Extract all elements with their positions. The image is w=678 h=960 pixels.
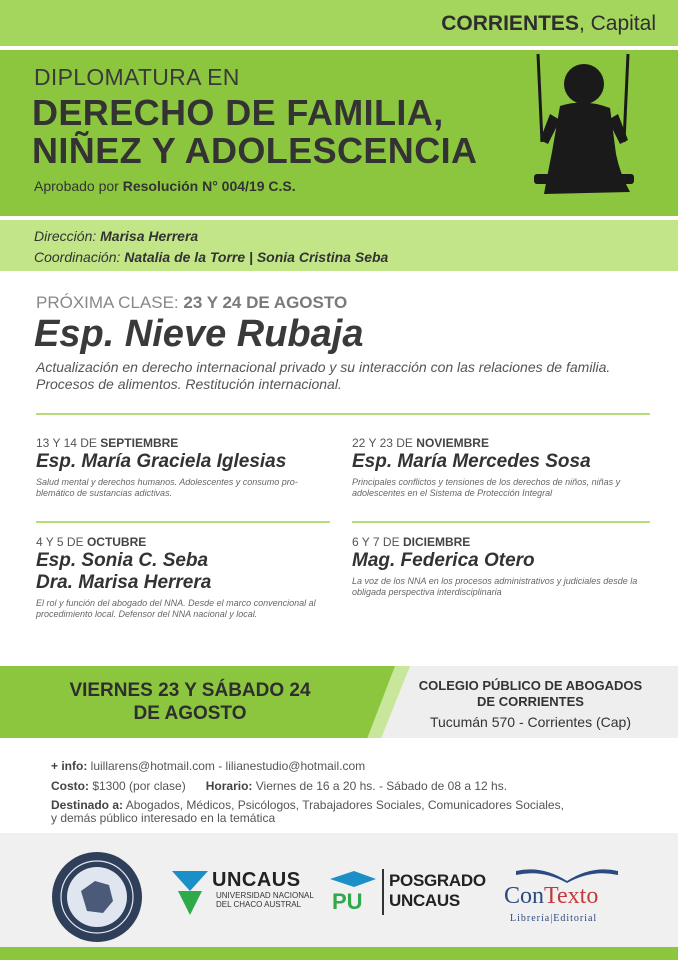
next-class-speaker: Esp. Nieve Rubaja — [34, 313, 364, 355]
session-description: El rol y función del abogado del NNA. Desde el marco convencional al procedimiento local. Defensor del NNA nacional y local. — [36, 598, 316, 619]
coordination-line: Coordinación: Natalia de la Torre | Sonia Cristina Seba — [34, 249, 389, 265]
session-description: Salud mental y derechos humanos. Adolescentes y consumo pro-blemático de sustancias adictivas. — [36, 477, 298, 498]
sponsor-logos: UNCAUS UNIVERSIDAD NACIONAL DEL CHACO AUSTRAL PU POSGRADO UNCAUS ConTexto Librería|Editorial — [0, 833, 678, 947]
audience-info: Destinado a: Abogados, Médicos, Psicólogos, Trabajadores Sociales, Comunicadores Sociales, — [51, 798, 564, 812]
session-speaker: Dra. Marisa Herrera — [36, 572, 212, 593]
audience-info-cont: y demás público interesado en la temática — [51, 811, 276, 825]
location-label: CORRIENTES, Capital — [441, 12, 656, 35]
session-divider — [36, 521, 330, 523]
uncaus-mark-icon — [172, 871, 208, 915]
section-divider — [36, 413, 650, 415]
session-speaker: Esp. Sonia C. Seba — [36, 550, 209, 571]
hero-section — [0, 50, 678, 216]
svg-text:PU: PU — [332, 889, 363, 911]
session-description: La voz de los NNA en los procesos administrativos y judiciales desde la obligada perspectiva interdisciplinaria — [352, 576, 638, 597]
contact-info: + info: luillarens@hotmail.com - lilianestudio@hotmail.com — [51, 759, 366, 773]
session-card: 13 Y 14 DE SEPTIEMBRE Esp. María Graciela Iglesias Salud mental y derechos humanos. Adolescentes y consumo pro-blemático de sustancias adictivas. — [36, 436, 336, 499]
colegio-abogados-seal-icon — [51, 851, 143, 943]
event-date: VIERNES 23 Y SÁBADO 24 DE AGOSTO — [69, 680, 311, 724]
next-class-topic: Actualización en derecho internacional privado y su interacción con las relaciones de familia. Procesos de alimentos. Restitución internacional. — [36, 359, 611, 392]
approval-note: Aprobado por Resolución N° 004/19 C.S. — [34, 178, 296, 194]
event-venue: COLEGIO PÚBLICO DE ABOGADOS DE CORRIENTES Tucumán 570 - Corrientes (Cap) — [408, 678, 653, 730]
cost-and-schedule: Costo: $1300 (por clase) Horario: Viernes de 16 a 20 hs. - Sábado de 08 a 12 hs. — [51, 779, 508, 793]
graduation-cap-icon — [326, 871, 378, 911]
diploma-title: DERECHO DE FAMILIA, NIÑEZ Y ADOLESCENCIA — [32, 92, 478, 171]
session-speaker: Esp. María Mercedes Sosa — [352, 451, 591, 472]
event-banner — [0, 666, 678, 738]
venue-address: Tucumán 570 - Corrientes (Cap) — [429, 714, 631, 730]
session-card: 22 Y 23 DE NOVIEMBRE Esp. María Mercedes Sosa Principales conflictos y tensiones de los derechos de niños, niñas y adolescentes en el Sistema de Protección Integral — [352, 436, 652, 499]
session-speaker: Esp. María Graciela Iglesias — [36, 451, 287, 472]
header-band — [0, 0, 678, 46]
info-section — [0, 745, 678, 833]
diploma-pre-title: DIPLOMATURA EN — [34, 64, 240, 90]
direction-section — [0, 220, 678, 271]
direction-line: Dirección: Marisa Herrera — [34, 228, 199, 244]
session-description: Principales conflictos y tensiones de los derechos de niños, niñas y adolescentes en el Sistema de Protección Integral — [352, 477, 621, 498]
session-card: 6 Y 7 DE DICIEMBRE Mag. Federica Otero La voz de los NNA en los procesos administrativos y judiciales desde la obligada perspectiva interdisciplinaria — [352, 535, 652, 598]
open-book-icon — [512, 861, 622, 883]
next-class-label: PRÓXIMA CLASE: 23 Y 24 DE AGOSTO — [36, 293, 348, 312]
session-card: 4 Y 5 DE OCTUBRE Esp. Sonia C. Seba Dra. Marisa Herrera El rol y función del abogado del NNA. Desde el marco convencional al procedimiento local. Defensor del NNA nacional y local. — [36, 535, 336, 620]
session-speaker: Mag. Federica Otero — [352, 550, 535, 571]
footer-band — [0, 947, 678, 960]
session-divider — [352, 521, 650, 523]
child-on-swing-image — [520, 54, 650, 202]
